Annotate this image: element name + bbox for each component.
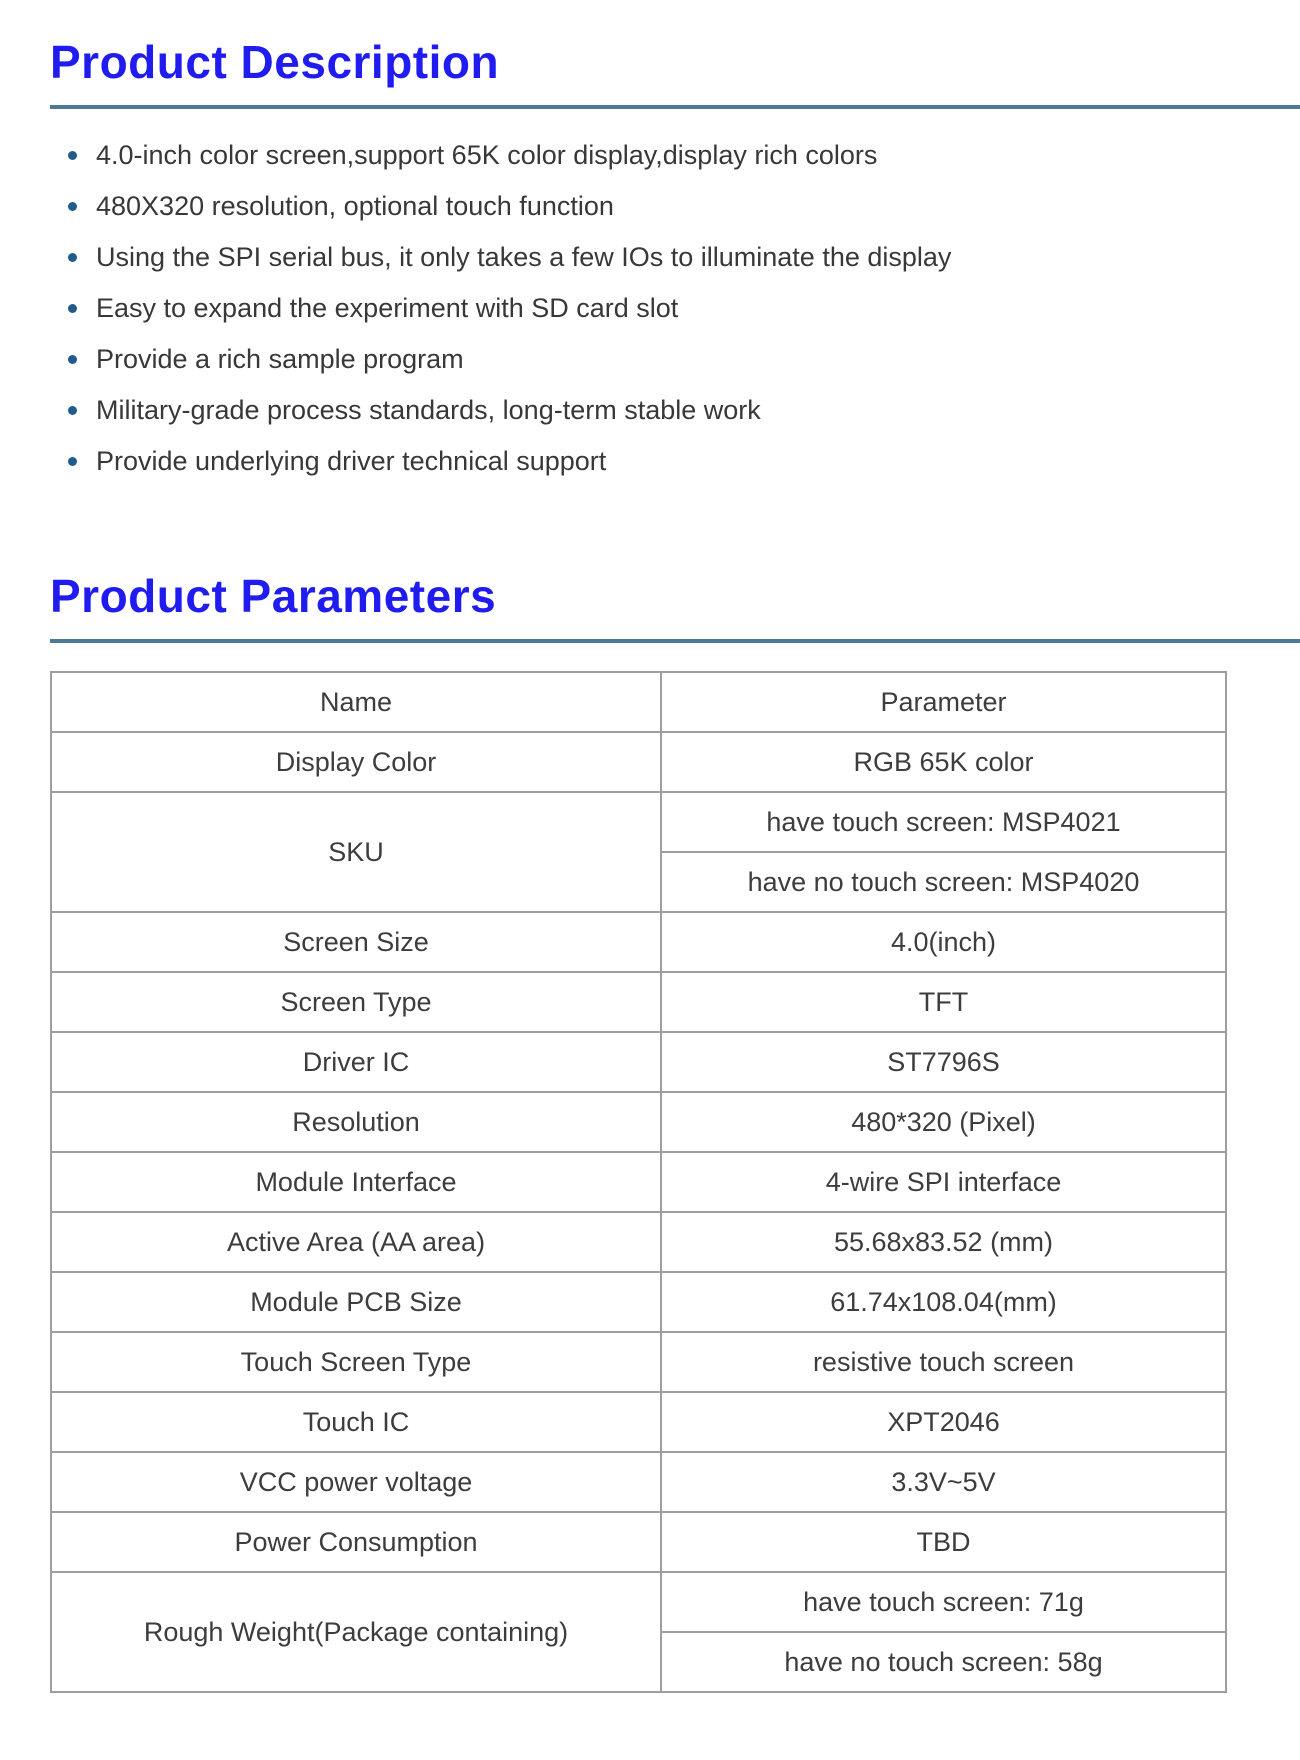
param-name-cell: Active Area (AA area)	[51, 1212, 661, 1272]
section-divider	[50, 639, 1300, 643]
table-row	[51, 1092, 1226, 1152]
table-row	[51, 1452, 1226, 1512]
param-name-cell: SKU	[51, 792, 661, 912]
param-value-cell: TFT	[661, 972, 1226, 1032]
param-value-cell: 55.68x83.52 (mm)	[661, 1212, 1226, 1272]
param-name-cell: VCC power voltage	[51, 1452, 661, 1512]
product-parameters-title: Product Parameters	[50, 570, 497, 622]
param-name-cell: Power Consumption	[51, 1512, 661, 1572]
feature-item: Easy to expand the experiment with SD card slot	[50, 292, 1300, 325]
param-value-cell: 4-wire SPI interface	[661, 1152, 1226, 1212]
feature-item: Provide a rich sample program	[50, 343, 1300, 376]
param-value-cell: 480*320 (Pixel)	[661, 1092, 1226, 1152]
param-name-cell: Resolution	[51, 1092, 661, 1152]
table-row	[51, 1572, 1226, 1632]
param-name-cell: Rough Weight(Package containing)	[51, 1572, 661, 1692]
table-row	[51, 1332, 1226, 1392]
table-row	[51, 1032, 1226, 1092]
param-value-cell: resistive touch screen	[661, 1332, 1226, 1392]
param-name-cell: Driver IC	[51, 1032, 661, 1092]
table-header-row	[51, 672, 1226, 732]
param-name-cell: Screen Type	[51, 972, 661, 1032]
table-row	[51, 972, 1226, 1032]
param-name-cell: Screen Size	[51, 912, 661, 972]
table-row	[51, 1212, 1226, 1272]
param-value-cell: XPT2046	[661, 1392, 1226, 1452]
param-value-cell: have no touch screen: 58g	[661, 1632, 1226, 1692]
param-value-cell: ST7796S	[661, 1032, 1226, 1092]
param-value-cell: have touch screen: MSP4021	[661, 792, 1226, 852]
feature-item: Military-grade process standards, long-term stable work	[50, 394, 1300, 427]
table-row	[51, 1272, 1226, 1332]
table-row	[51, 1512, 1226, 1572]
param-value-cell: have no touch screen: MSP4020	[661, 852, 1226, 912]
param-value-cell: 3.3V~5V	[661, 1452, 1226, 1512]
column-header-name: Name	[51, 672, 661, 732]
feature-item: Using the SPI serial bus, it only takes a few IOs to illuminate the display	[50, 241, 1300, 274]
param-name-cell: Module PCB Size	[51, 1272, 661, 1332]
feature-list	[50, 139, 1300, 478]
feature-item: 4.0-inch color screen,support 65K color display,display rich colors	[50, 139, 1300, 172]
param-name-cell: Touch Screen Type	[51, 1332, 661, 1392]
table-row	[51, 1392, 1226, 1452]
param-value-cell: 61.74x108.04(mm)	[661, 1272, 1226, 1332]
param-value-cell: have touch screen: 71g	[661, 1572, 1226, 1632]
param-value-cell: TBD	[661, 1512, 1226, 1572]
param-value-cell: RGB 65K color	[661, 732, 1226, 792]
feature-item: Provide underlying driver technical support	[50, 445, 1300, 478]
param-name-cell: Display Color	[51, 732, 661, 792]
product-description-section	[50, 36, 1300, 478]
param-name-cell: Module Interface	[51, 1152, 661, 1212]
parameters-table	[50, 671, 1227, 1693]
table-row	[51, 732, 1226, 792]
table-row	[51, 912, 1226, 972]
section-divider	[50, 105, 1300, 109]
param-name-cell: Touch IC	[51, 1392, 661, 1452]
table-row	[51, 1152, 1226, 1212]
table-row	[51, 792, 1226, 852]
product-description-title: Product Description	[50, 36, 500, 88]
product-parameters-section	[50, 570, 1300, 1693]
param-value-cell: 4.0(inch)	[661, 912, 1226, 972]
column-header-parameter: Parameter	[661, 672, 1226, 732]
feature-item: 480X320 resolution, optional touch function	[50, 190, 1300, 223]
